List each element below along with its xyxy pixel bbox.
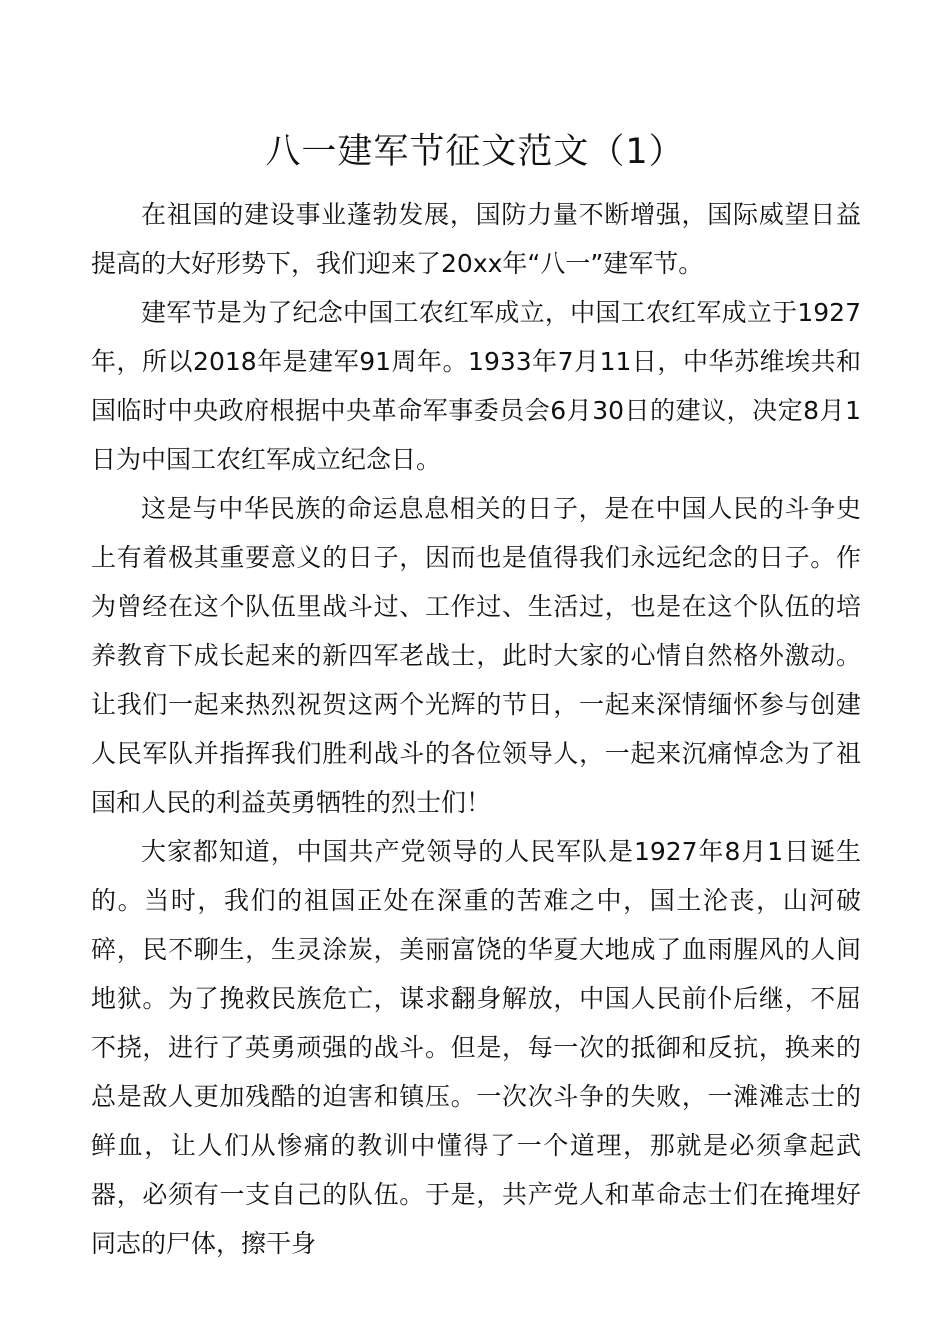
paragraph: 建军节是为了纪念中国工农红军成立，中国工农红军成立于1927年，所以2018年是建军91周年。1933年7月11日，中华苏维埃共和国临时中央政府根据中央革命军事委员会6月30日的建议，决定8月1日为中国工农红军成立纪念日。 xyxy=(91,298,861,474)
paragraph: 大家都知道，中国共产党领导的人民军队是1927年8月1日诞生的。当时，我们的祖国正处在深重的苦难之中，国土沦丧，山河破碎，民不聊生，生灵涂炭，美丽富饶的华夏大地成了血雨腥风的人间地狱。为了挽救民族危亡，谋求翻身解放，中国人民前仆后继，不屈不挠，进行了英勇顽强的战斗。但是，每一次的抵御和反抗，换来的总是敌人更加残酷的迫害和镇压。一次次斗争的失败，一滩滩志士的鲜血，让人们从惨痛的教训中懂得了一个道理，那就是必须拿起武器，必须有一支自己的队伍。于是，共产党人和革命志士们在掩埋好同志的尸体，擦干身 xyxy=(91,837,861,1258)
document-body xyxy=(91,190,861,1268)
paragraph: 这是与中华民族的命运息息相关的日子，是在中国人民的斗争史上有着极其重要意义的日子，因而也是值得我们永远纪念的日子。作为曾经在这个队伍里战斗过、工作过、生活过，也是在这个队伍的培养教育下成长起来的新四军老战士，此时大家的心情自然格外激动。让我们一起来热烈祝贺这两个光辉的节日，一起来深情缅怀参与创建人民军队并指挥我们胜利战斗的各位领导人，一起来沉痛悼念为了祖国和人民的利益英勇牺牲的烈士们！ xyxy=(91,494,861,817)
document-title: 八一建军节征文范文（1） xyxy=(265,132,685,172)
paragraph: 在祖国的建设事业蓬勃发展，国防力量不断增强，国际威望日益提高的大好形势下，我们迎来了20xx年“八一”建军节。 xyxy=(91,200,861,278)
